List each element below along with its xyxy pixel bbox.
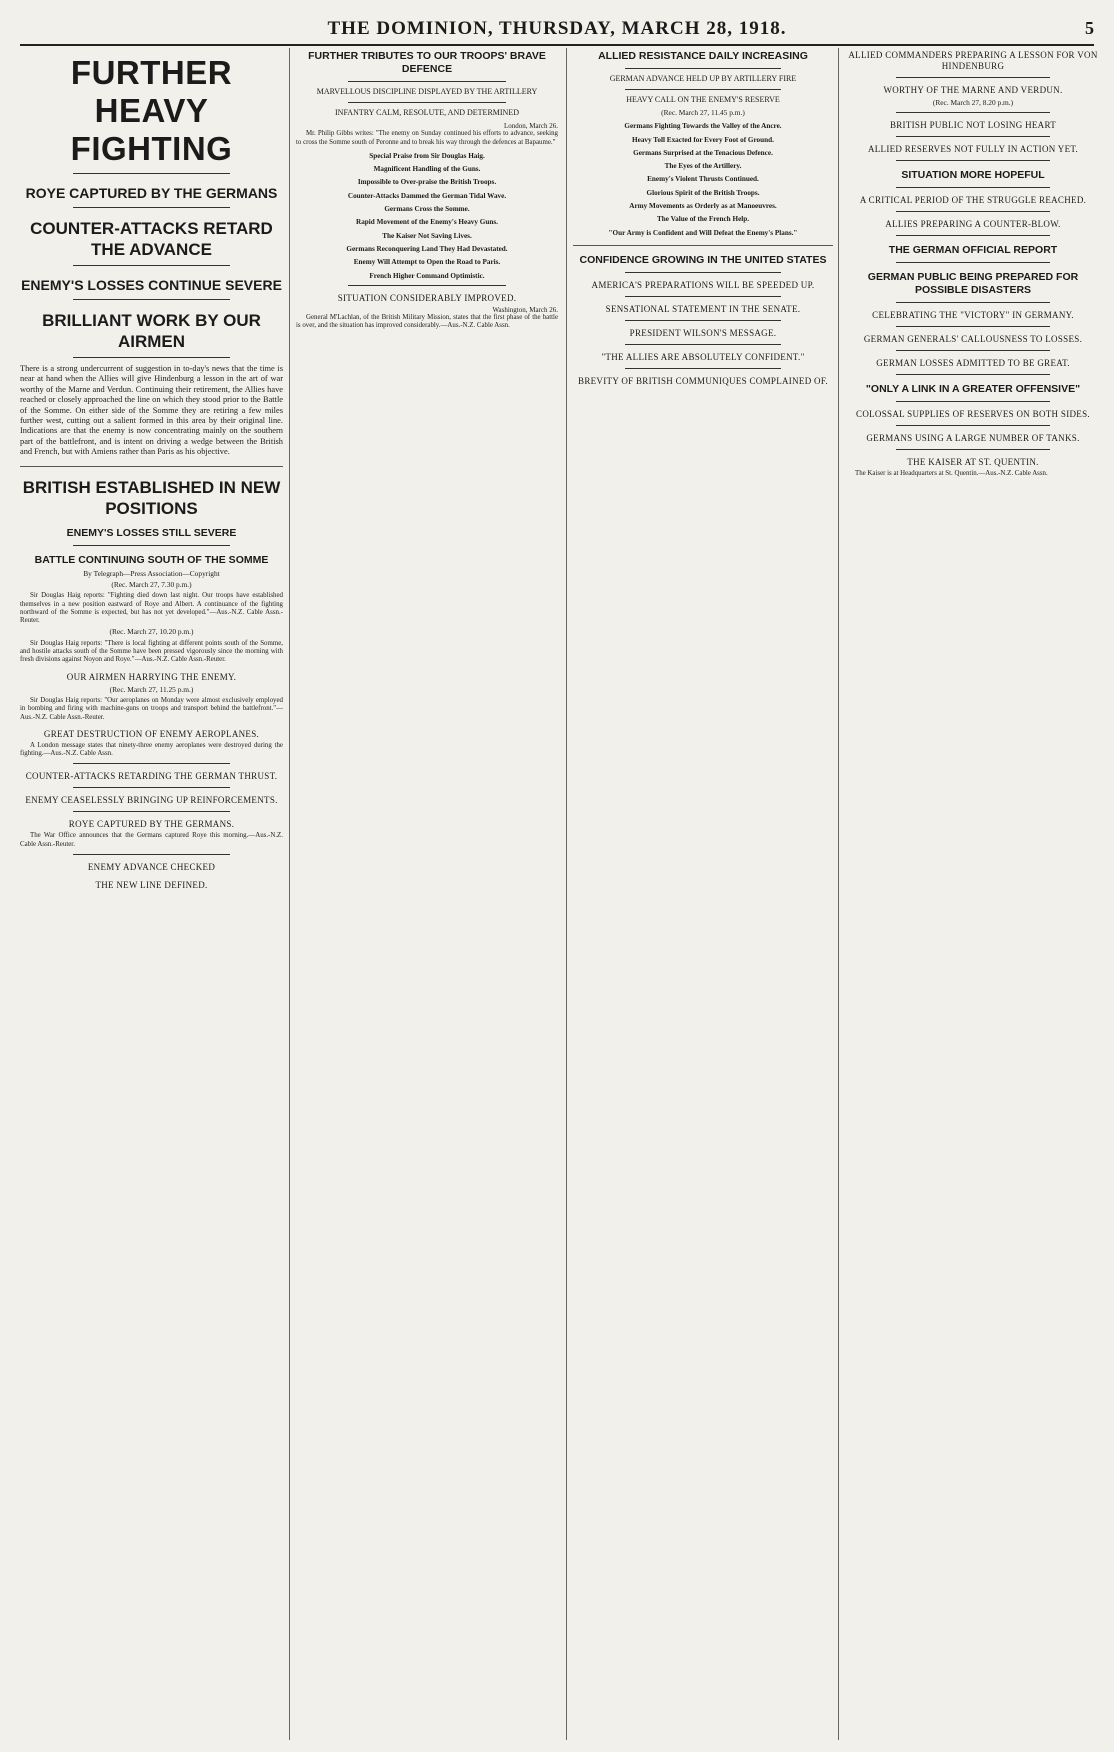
subhead: Germans Surprised at the Tenacious Defence. — [633, 148, 773, 157]
headline-allied-commanders: ALLIED COMMANDERS PREPARING A LESSON FOR VON HINDENBURG — [848, 50, 1098, 71]
headline-situation-hopeful: SITUATION MORE HOPEFUL — [901, 169, 1045, 182]
article-paragraph: General M'Lachlan, of the British Military Mission, states that the first phase of the battle is over, and the situation has improved considerably.—Aus.-N.Z. Cable Assn. — [296, 314, 558, 330]
headline-roye-captured: ROYE CAPTURED BY THE GERMANS. — [68, 819, 235, 830]
subhead: The Eyes of the Artillery. — [664, 162, 742, 171]
subhead: Germans Fighting Towards the Valley of the Ancre. — [624, 122, 782, 131]
deck-artillery: GERMAN ADVANCE HELD UP BY ARTILLERY FIRE — [609, 74, 797, 83]
headline-reserves: ALLIED RESERVES NOT FULLY IN ACTION YET. — [867, 144, 1079, 155]
headline-greater-offensive: "ONLY A LINK IN A GREATER OFFENSIVE" — [865, 383, 1081, 396]
headline-confidence-us: CONFIDENCE GROWING IN THE UNITED STATES — [579, 253, 827, 266]
subhead: Special Praise from Sir Douglas Haig. — [369, 151, 485, 160]
headline-colossal-supplies: COLOSSAL SUPPLIES OF RESERVES ON BOTH SIDES. — [856, 409, 1090, 420]
headline-reinforcements: ENEMY CEASELESSLY BRINGING UP REINFORCEMENTS. — [25, 795, 278, 806]
subhead: Counter-Attacks Dammed the German Tidal Wave. — [347, 191, 507, 200]
deck-infantry: INFANTRY CALM, RESOLUTE, AND DETERMINED — [335, 108, 519, 117]
headline-tributes: FURTHER TRIBUTES TO OUR TROOPS' BRAVE DEFENCE — [308, 50, 546, 75]
headline-public-heart: BRITISH PUBLIC NOT LOSING HEART — [889, 120, 1057, 131]
article-paragraph: A London message states that ninety-three enemy aeroplanes were destroyed during the fighting.—Aus.-N.Z. Cable Assn. — [20, 741, 283, 758]
headline-british-established: BRITISH ESTABLISHED IN NEW POSITIONS — [22, 477, 281, 518]
dateline: (Rec. March 27, 11.25 p.m.) — [109, 684, 194, 694]
headline-victory-germany: CELEBRATING THE "VICTORY" IN GERMANY. — [872, 310, 1074, 321]
headline-tanks: GERMANS USING A LARGE NUMBER OF TANKS. — [866, 433, 1080, 444]
headline-losses-admitted: GERMAN LOSSES ADMITTED TO BE GREAT. — [876, 358, 1070, 369]
subhead: Rapid Movement of the Enemy's Heavy Guns. — [356, 218, 498, 227]
headline-airmen: BRILLIANT WORK BY OUR AIRMEN — [42, 311, 261, 351]
headline-counter-attacks-retarding: COUNTER-ATTACKS RETARDING THE GERMAN THRUST. — [25, 771, 278, 782]
subhead: Enemy's Violent Thrusts Continued. — [647, 175, 759, 184]
article-paragraph: The War Office announces that the Germans captured Roye this morning.—Aus.-N.Z. Cable Assn.-Reuter. — [20, 832, 283, 848]
headline-critical-period: A CRITICAL PERIOD OF THE STRUGGLE REACHED. — [859, 195, 1087, 206]
deck-reserve: HEAVY CALL ON THE ENEMY'S RESERVE — [626, 95, 780, 104]
subhead: Heavy Toll Exacted for Every Foot of Ground. — [632, 135, 774, 144]
subhead: Enemy Will Attempt to Open the Road to Paris. — [353, 258, 501, 267]
article-paragraph: Sir Douglas Haig reports: "Fighting died down last night. Our troops have established themselves in a new position eastward of Roye and Albert. A continuance of the fighting northward of the Somme is expected, but has not yet developed."—Aus.-N.Z. Cable Assn.-Reuter. — [20, 592, 283, 625]
headline-german-report: THE GERMAN OFFICIAL REPORT — [888, 244, 1058, 257]
deck-discipline: MARVELLOUS DISCIPLINE DISPLAYED BY THE ARTILLERY — [316, 87, 538, 96]
subhead: The Value of the French Help. — [656, 215, 750, 224]
dateline: (Rec. March 27, 7.30 p.m.) — [111, 579, 192, 589]
column-3 — [566, 48, 833, 1740]
article-paragraph: Sir Douglas Haig reports: "Our aeroplanes on Monday were almost exclusively employed in bombing and firing with machine-guns on troops and transport behind the battlefront."—Aus.-N.Z. Cable Assn.-Reuter. — [20, 696, 283, 721]
subhead: Magnificent Handling of the Guns. — [373, 165, 481, 174]
headline-america-preparations: AMERICA'S PREPARATIONS WILL BE SPEEDED UP. — [591, 279, 815, 290]
dateline: (Rec. March 27, 8.20 p.m.) — [932, 98, 1014, 107]
dateline-place: London, March 26. — [503, 122, 558, 130]
headline-losses-still-severe: ENEMY'S LOSSES STILL SEVERE — [66, 526, 237, 539]
intro-paragraph: There is a strong undercurrent of suggestion in to-day's news that the time is near at hand when the Allies will give Hindenburg a lesson in the art of war worthy of the Marne and Verdun. Continuing their retirement, the Allies have reached or closely approached the line on which they stood prior to the Battle of the Somme. On either side of the Somme they are retiring a few miles further west, cutting out a salient formed in this area by their original line. Indications are that the enemy is now concentrating mainly on the southern part of the battlefront, and is intent on driving a wedge between the British and French, but with Amiens rather than Paris as his objective. — [20, 364, 283, 457]
dateline: (Rec. March 27, 11.45 p.m.) — [661, 108, 745, 117]
column-4 — [838, 48, 1101, 1740]
headline-battle-continuing: BATTLE CONTINUING SOUTH OF THE SOMME — [34, 553, 269, 566]
headline-advance-checked: ENEMY ADVANCE CHECKED — [87, 862, 216, 872]
headline-situation-improved: SITUATION CONSIDERABLY IMPROVED. — [337, 292, 517, 303]
dateline-place: Washington, March 26. — [492, 305, 558, 314]
article-paragraph: The Kaiser is at Headquarters at St. Quentin.—Aus.-N.Z. Cable Assn. — [855, 470, 1048, 478]
article-paragraph: Mr. Philip Gibbs writes: "The enemy on Sunday continued his efforts to advance, seeking to cross the Somme south of Peronne and to break his way through the defences at Bapaume." — [296, 130, 558, 146]
subhead: Germans Cross the Somme. — [384, 205, 470, 214]
page-number: 5 — [1085, 18, 1094, 38]
headline-senate: SENSATIONAL STATEMENT IN THE SENATE. — [605, 303, 801, 314]
subhead: Impossible to Over-praise the British Troops. — [357, 178, 497, 187]
byline: By Telegraph—Press Association—Copyright — [83, 568, 220, 578]
headline-marne-verdun: WORTHY OF THE MARNE AND VERDUN. — [883, 85, 1063, 95]
headline-german-public: GERMAN PUBLIC BEING PREPARED FOR POSSIBLE DISASTERS — [867, 271, 1079, 297]
subhead: Germans Reconquering Land They Had Devastated. — [346, 244, 508, 253]
column-2 — [289, 48, 558, 1740]
headline-counter-blow: ALLIES PREPARING A COUNTER-BLOW. — [885, 219, 1061, 230]
headline-callousness: GERMAN GENERALS' CALLOUSNESS TO LOSSES. — [863, 334, 1083, 345]
headline-allies-confident: "THE ALLIES ARE ABSOLUTELY CONFIDENT." — [601, 351, 805, 362]
subhead: French Higher Command Optimistic. — [369, 271, 485, 280]
subhead: Glorious Spirit of the British Troops. — [646, 188, 760, 197]
headline-brevity: BREVITY OF BRITISH COMMUNIQUES COMPLAINED OF. — [578, 375, 828, 386]
headline-aeroplanes: GREAT DESTRUCTION OF ENEMY AEROPLANES. — [43, 728, 260, 739]
article-paragraph: Sir Douglas Haig reports: "There is local fighting at different points south of the Somme, and hostile attacks south of the Somme have been pressed vigorously since the morning with fresh divisions against Noyon and Roye."—Aus.-N.Z. Cable Assn.-Reuter. — [20, 639, 283, 664]
headline-airmen-harrying: OUR AIRMEN HARRYING THE ENEMY. — [66, 671, 237, 682]
dateline: (Rec. March 27, 10.20 p.m.) — [109, 627, 194, 637]
headline-wilson: PRESIDENT WILSON'S MESSAGE. — [629, 327, 777, 338]
column-1 — [20, 48, 283, 1740]
headline-counter-attacks: COUNTER-ATTACKS RETARD THE ADVANCE — [30, 219, 273, 259]
main-headline: FURTHER HEAVY FIGHTING — [70, 54, 233, 167]
paper-title: THE DOMINION, THURSDAY, MARCH 28, 1918. — [327, 18, 787, 39]
headline-roye: ROYE CAPTURED BY THE GERMANS — [25, 185, 278, 201]
masthead — [20, 14, 1094, 46]
headline-new-line: THE NEW LINE DEFINED. — [95, 880, 208, 890]
subhead: The Kaiser Not Saving Lives. — [382, 231, 472, 240]
subhead: Army Movements as Orderly as at Manoeuvres. — [629, 202, 777, 211]
headline-allied-resistance: ALLIED RESISTANCE DAILY INCREASING — [598, 50, 808, 62]
subhead: "Our Army is Confident and Will Defeat the Enemy's Plans." — [608, 228, 798, 237]
headline-enemy-losses: ENEMY'S LOSSES CONTINUE SEVERE — [21, 277, 282, 293]
headline-kaiser: THE KAISER AT ST. QUENTIN. — [907, 457, 1039, 468]
